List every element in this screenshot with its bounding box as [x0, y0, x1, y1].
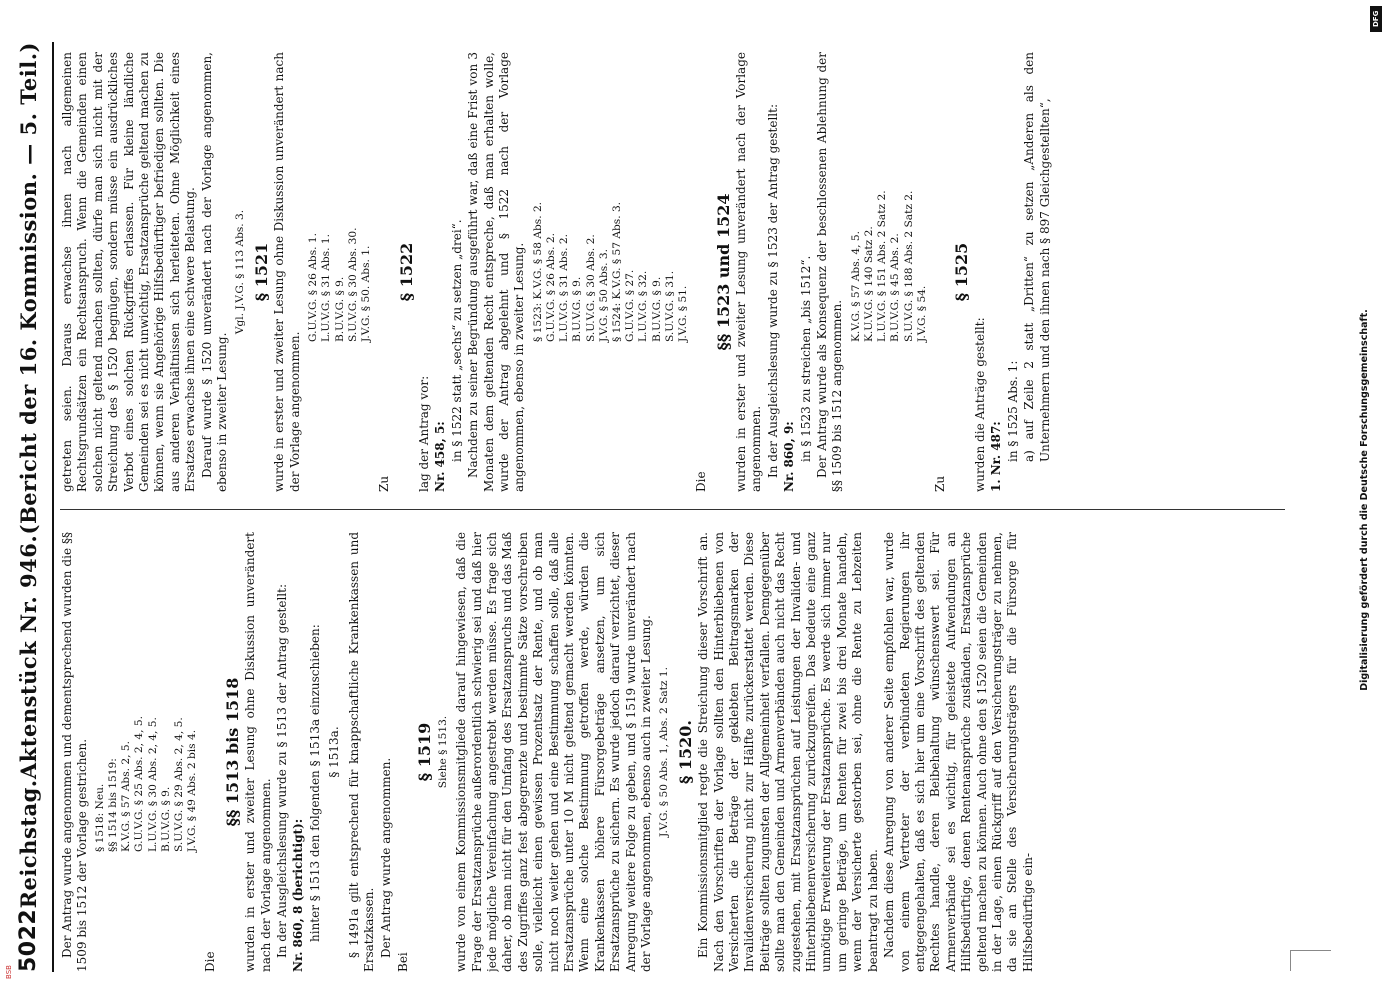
paragraph: wurden die Anträge gestellt: — [972, 317, 987, 492]
subsection-title: § 1513a. — [327, 726, 342, 778]
paragraph: Der Antrag wurde angenommen. — [378, 757, 393, 958]
reference-item: G.U.V.G. § 27. — [624, 269, 637, 342]
section-heading: §§ 1523 und 1524 — [713, 193, 733, 351]
reference-item: J.V.G. § 54. — [915, 285, 928, 342]
reference-item: J.V.G. § 50 Abs. 3. — [597, 249, 610, 342]
page-number: 5022 — [15, 908, 41, 972]
reference-item: § 1518: Neu. — [93, 783, 106, 852]
dfg-logo: DFG — [1370, 6, 1382, 32]
reference-item: B.U.V.G. § 45 Abs. 2. — [889, 233, 902, 342]
paragraph: in § 1525 Abs. 1: — [1005, 360, 1020, 462]
reference-item: B.U.V.G. § 9. — [571, 276, 584, 342]
digitization-credit: Digitalisierung gefördert durch die Deutsche Forschungsgemeinschaft. — [1359, 309, 1370, 691]
library-mark: BSB — [4, 965, 13, 979]
label: Die — [694, 471, 709, 492]
reference-item: L.U.V.G. § 31 Abs. 2. — [558, 234, 571, 342]
reference-list — [94, 532, 200, 852]
header-left: Reichstag. — [15, 779, 41, 909]
paragraph: wurde von einem Kommissionsmitgliede darauf hingewiesen, daß die Frage der Ersatzansprüche außerordentlich schwierig sei und daß hier jede mögliche Vereinfachung angestrebt werden müsse. Es frage sich daher, ob man nicht für den Umfang des Ersatzanspruchs und das Maß des Zugriffes ganz fest abgegrenzte und bestimmte Sätze vorschreiben solle, vielleicht einen gewissen Prozentsatz der Rente, und ob man nicht noch weiter gehen und eine Bestimmung schaffen solle, daß alle Ersatzansprüche unter 10 M nicht geltend gemacht werden könnten. Wenn eine solche Bestimmung getroffen werde, würden die Krankenkassen höhere Fürsorgebeträge ansetzen, um sich Ersatzansprüche zu sichern. Es wurde jedoch darauf verzichtet, dieser Anregung weitere Folge zu geben, und § 1519 wurde unverändert nach der Vorlage angenommen, ebenso auch in zweiter Lesung. — [454, 532, 653, 972]
reference-item: L.U.V.G. § 31 Abs. 1. — [320, 234, 333, 342]
header-center: Aktenstück Nr. 946. — [15, 534, 41, 780]
reference-item: B.U.V.G. § 9. — [159, 786, 172, 852]
reference-item: §§ 1514 bis 1519: — [107, 758, 120, 852]
cross-reference: Vgl. J.V.G. § 113 Abs. 3. — [234, 209, 247, 335]
label: Zu — [377, 475, 392, 492]
paragraph: lag der Antrag vor: — [416, 375, 431, 492]
section-heading: §§ 1513 bis 1518 — [222, 677, 242, 827]
motion-number: Nr. 458, 5: — [433, 421, 448, 492]
paragraph: getreten seien. Daraus erwachse ihnen nach allgemeinen Rechtsgrundsätzen ein Rechtsanspruch. Wenn die Gemeinden einen solchen nicht geltend machen sollten, dürfe man sich nicht mit der Streichung des § 1520 begnügen, sondern müsse ein ausdrückliches Verbot eines solchen Rückgriffes erlassen. Für kleine ländliche Gemeinden sei es nicht unwichtig, Ersatzansprüche geltend machen zu können, wenn sie Angehörige Hilfsbedürftiger befriedigen sollten. Die aus anderen Verhältnissen sich herleiteten. Ohne Möglichkeit eines Ersatzes erwachse ihnen eine schwere Belastung. — [60, 52, 198, 492]
reference-list — [532, 52, 690, 342]
paragraph: Nachdem zu seiner Begründung ausgeführt war, daß eine Frist von 3 Monaten dem geltenden Recht entspreche, daß man erhalten wolle, wurde der Antrag abgelehnt und § 1522 nach der Vorlage angenommen, ebenso in zweiter Lesung. — [466, 52, 527, 492]
reference-item: B.U.V.G. § 9. — [333, 276, 346, 342]
paragraph: Ein Kommissionsmitglied regte die Streichung dieser Vorschrift an. Nach den Vorschriften der Vorlage sollten den Hinterbliebenen von Versicherten die Beträge der geklebten Beitragsmarken der Invalidenversicherung nicht zur Hälfte zurückerstattet werden. Diese Beiträge sollten zugunsten der Allgemeinheit verfallen. Demgegenüber sollte man den Gemeinden und Armenverbänden auch nicht das Recht zugestehen, mit Ersatzansprüchen auf Leistungen der Invaliden- und Hinterbliebenenversicherung zurückzugreifen. Das bedeute eine ganz unnötige Erweiterung der Ersatzansprüche. Es werde sich immer nur um geringe Beträge, um Renten für zwei bis drei Monate handeln, wenn der Versicherte gestorben sei, ohne die Rente zu Lebzeiten beantragt zu haben. — [696, 532, 880, 972]
paragraph: in § 1522 statt „sechs“ zu setzen „drei“. — [449, 219, 464, 462]
reference-item: K.V.G. § 57 Abs. 4, 5. — [849, 231, 862, 342]
paragraph: hinter § 1513 den folgenden § 1513a einzuschieben: — [307, 624, 322, 942]
reference-item: G.U.V.G. § 25 Abs. 2, 4, 5. — [133, 716, 146, 852]
motion-number: Nr. 860, 9: — [782, 421, 797, 492]
section-heading: § 1522 — [396, 242, 416, 302]
reference-item: G.U.V.G. § 26 Abs. 2. — [544, 233, 557, 342]
reference-item: § 1524: K.V.G. § 57 Abs. 3. — [610, 201, 623, 342]
paragraph: Darauf wurde § 1520 unverändert nach der Vorlage angenommen, ebenso in zweiter Lesung. — [199, 52, 230, 492]
reference-item: L.U.V.G. § 30 Abs. 2, 4, 5. — [146, 717, 159, 852]
reference-item: J.V.G. § 51. — [677, 285, 689, 342]
reference-item: B.U.V.G. § 9. — [650, 276, 663, 342]
column-divider — [60, 509, 1285, 510]
header-right: (Bericht der 16. Kommission. — 5. Teil.) — [15, 42, 41, 535]
cross-reference: Siehe § 1513. — [436, 715, 449, 789]
reference-item: G.U.V.G. § 26 Abs. 1. — [307, 233, 320, 342]
reference-item: S.U.V.G. § 31. — [663, 270, 676, 342]
label: Zu — [933, 475, 948, 492]
paragraph: wurden in erster und zweiter Lesung ohne Diskussion unverändert nach der Vorlage angenommen. — [243, 532, 273, 972]
reference-item: L.U.V.G. § 32. — [637, 270, 650, 342]
paragraph: Nachdem diese Anregung von anderer Seite empfohlen war, wurde von einem Vertreter der verbündeten Regierungen ihr entgegengehalten, daß es sich hier um eine Vorschrift des geltenden Rechtes handle, deren Beibehaltung wünschenswert sei. Für Armenverbände sei es wichtig, für geleistete Aufwendungen an Hilfsbedürftige, denen Rentenansprüche zuständen, Ersatzansprüche geltend machen zu können. Auch ohne den § 1520 seien die Gemeinden in der Lage, einen Rückgriff auf den Versicherungsträger zu nehmen, da sie an Stelle des Versicherungsträgers für die Fürsorge für Hilfsbedürftige ein- — [882, 532, 1035, 972]
motion-number: 1. Nr. 487: — [989, 421, 1004, 492]
reference-item: S.U.V.G. § 29 Abs. 2, 4, 5. — [173, 717, 186, 852]
paragraph: In der Ausgleichslesung wurde zu § 1523 der Antrag gestellt: — [765, 104, 780, 478]
section-heading: § 1525 — [952, 242, 972, 302]
section-heading: § 1521 — [251, 242, 271, 302]
reference-item: K.V.G. § 57 Abs. 2, 5. — [120, 741, 133, 852]
label: Bei — [395, 952, 410, 972]
header-rule — [52, 42, 54, 972]
reference-item: J.V.G. § 50. Abs. 1. — [359, 245, 372, 342]
cross-reference: J.V.G. § 50 Abs. 1, Abs. 2 Satz 1. — [658, 667, 671, 837]
document-page — [10, 42, 1310, 972]
reference-list — [850, 52, 929, 342]
label: Die — [203, 951, 218, 972]
reference-list — [307, 52, 373, 342]
reference-item: J.V.G. § 49 Abs. 2 bis 4. — [186, 729, 199, 852]
paragraph: § 1491a gilt entsprechend für knappschaftliche Krankenkassen und Ersatzkassen. — [346, 532, 377, 972]
section-heading: § 1519 — [415, 722, 435, 782]
right-column — [60, 52, 1300, 492]
paragraph: Der Antrag wurde als Konsequenz der beschlossenen Ablehnung der §§ 1509 bis 1512 angenommen. — [815, 52, 845, 492]
reference-item: S.U.V.G. § 30 Abs. 2. — [584, 234, 597, 342]
paragraph: Der Antrag wurde angenommen und dementsprechend wurden die §§ 1509 bis 1512 der Vorlage gestrichen. — [60, 532, 90, 972]
paragraph: a) auf Zeile 2 statt „Dritten“ zu setzen „Anderen als den Unternehmern und den ihnen nach § 897 Gleichgestellten“, — [1022, 52, 1052, 462]
reference-item: § 1523: K.V.G. § 58 Abs. 2. — [531, 201, 544, 342]
paragraph: in § 1523 zu streichen „bis 1512“. — [798, 255, 813, 462]
left-column — [60, 532, 1300, 972]
paragraph: wurde in erster und zweiter Lesung ohne Diskussion unverändert nach der Vorlage angenommen. — [272, 52, 302, 492]
reference-item: S.U.V.G. § 30 Abs. 30. — [346, 227, 359, 342]
paragraph: wurden in erster und zweiter Lesung unverändert nach der Vorlage angenommen. — [734, 52, 764, 492]
motion-number: Nr. 860, 8 (berichtigt): — [291, 818, 306, 972]
paragraph: In der Ausgleichslesung wurde zu § 1513 der Antrag gestellt: — [275, 584, 290, 958]
scan-corner-mark — [1290, 950, 1331, 971]
section-heading: § 1520. — [675, 719, 695, 785]
page-header — [10, 42, 46, 972]
reference-item: L.U.V.G. § 151 Abs. 2 Satz 2. — [876, 190, 889, 342]
reference-item: S.U.V.G. § 188 Abs. 2 Satz 2. — [902, 190, 915, 342]
reference-item: K.U.V.G. § 140 Satz 2. — [863, 226, 876, 342]
